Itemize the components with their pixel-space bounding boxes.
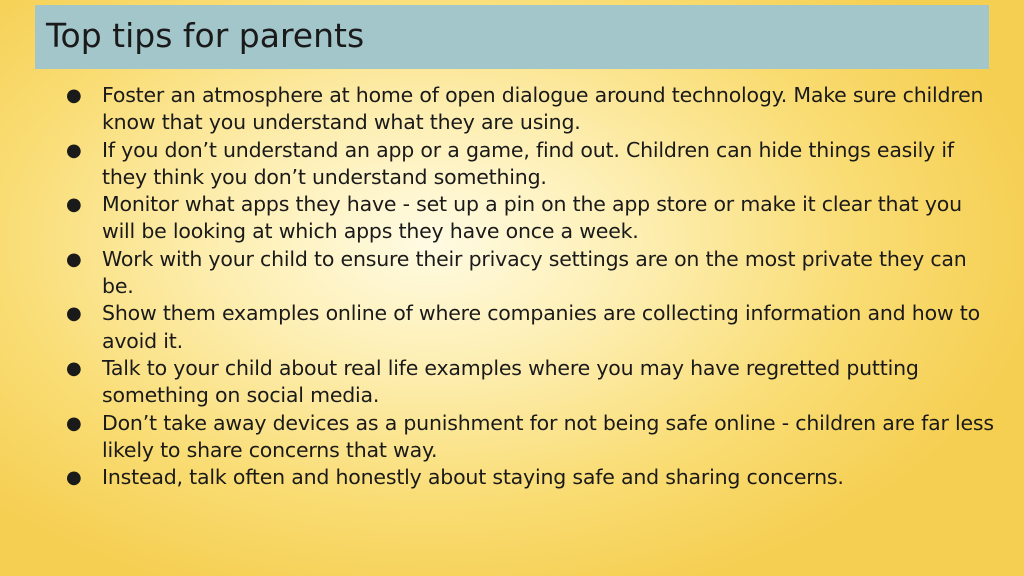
- tip-text: Work with your child to ensure their privacy settings are on the most private they can be.: [102, 246, 967, 299]
- tip-item: [66, 464, 996, 491]
- tip-item: [66, 137, 996, 192]
- bullet-icon: ●: [66, 194, 82, 216]
- slide-title: Top tips for parents: [46, 16, 365, 55]
- tip-text: Talk to your child about real life examples where you may have regretted putting something on social media.: [102, 355, 919, 408]
- tip-item: [66, 300, 996, 355]
- title-bar: [35, 5, 989, 69]
- bullet-icon: ●: [66, 467, 82, 489]
- bullet-icon: ●: [66, 412, 82, 434]
- tip-item: [66, 410, 996, 465]
- tip-item: [66, 191, 996, 246]
- tip-text: Monitor what apps they have - set up a pin on the app store or make it clear that you will be looking at which apps they have once a week.: [102, 192, 962, 244]
- tip-text: Foster an atmosphere at home of open dialogue around technology. Make sure children know that you understand what they are using.: [102, 83, 984, 135]
- bullet-icon: ●: [66, 85, 82, 106]
- bullet-icon: ●: [66, 357, 82, 379]
- tip-text: Instead, talk often and honestly about staying safe and sharing concerns.: [102, 465, 844, 490]
- tip-text: Show them examples online of where companies are collecting information and how to avoid it.: [102, 301, 980, 353]
- tip-item: [66, 355, 996, 410]
- tip-text: Don’t take away devices as a punishment for not being safe online - children are far less likely to share concerns that way.: [102, 410, 994, 462]
- tip-item: [66, 82, 996, 137]
- bullet-icon: ●: [66, 248, 82, 270]
- tip-text: If you don’t understand an app or a game, find out. Children can hide things easily if they think you don’t understand something.: [102, 137, 954, 189]
- tips-list: [66, 82, 996, 491]
- bullet-icon: ●: [66, 139, 82, 161]
- tip-item: [66, 246, 996, 301]
- bullet-icon: ●: [66, 303, 82, 325]
